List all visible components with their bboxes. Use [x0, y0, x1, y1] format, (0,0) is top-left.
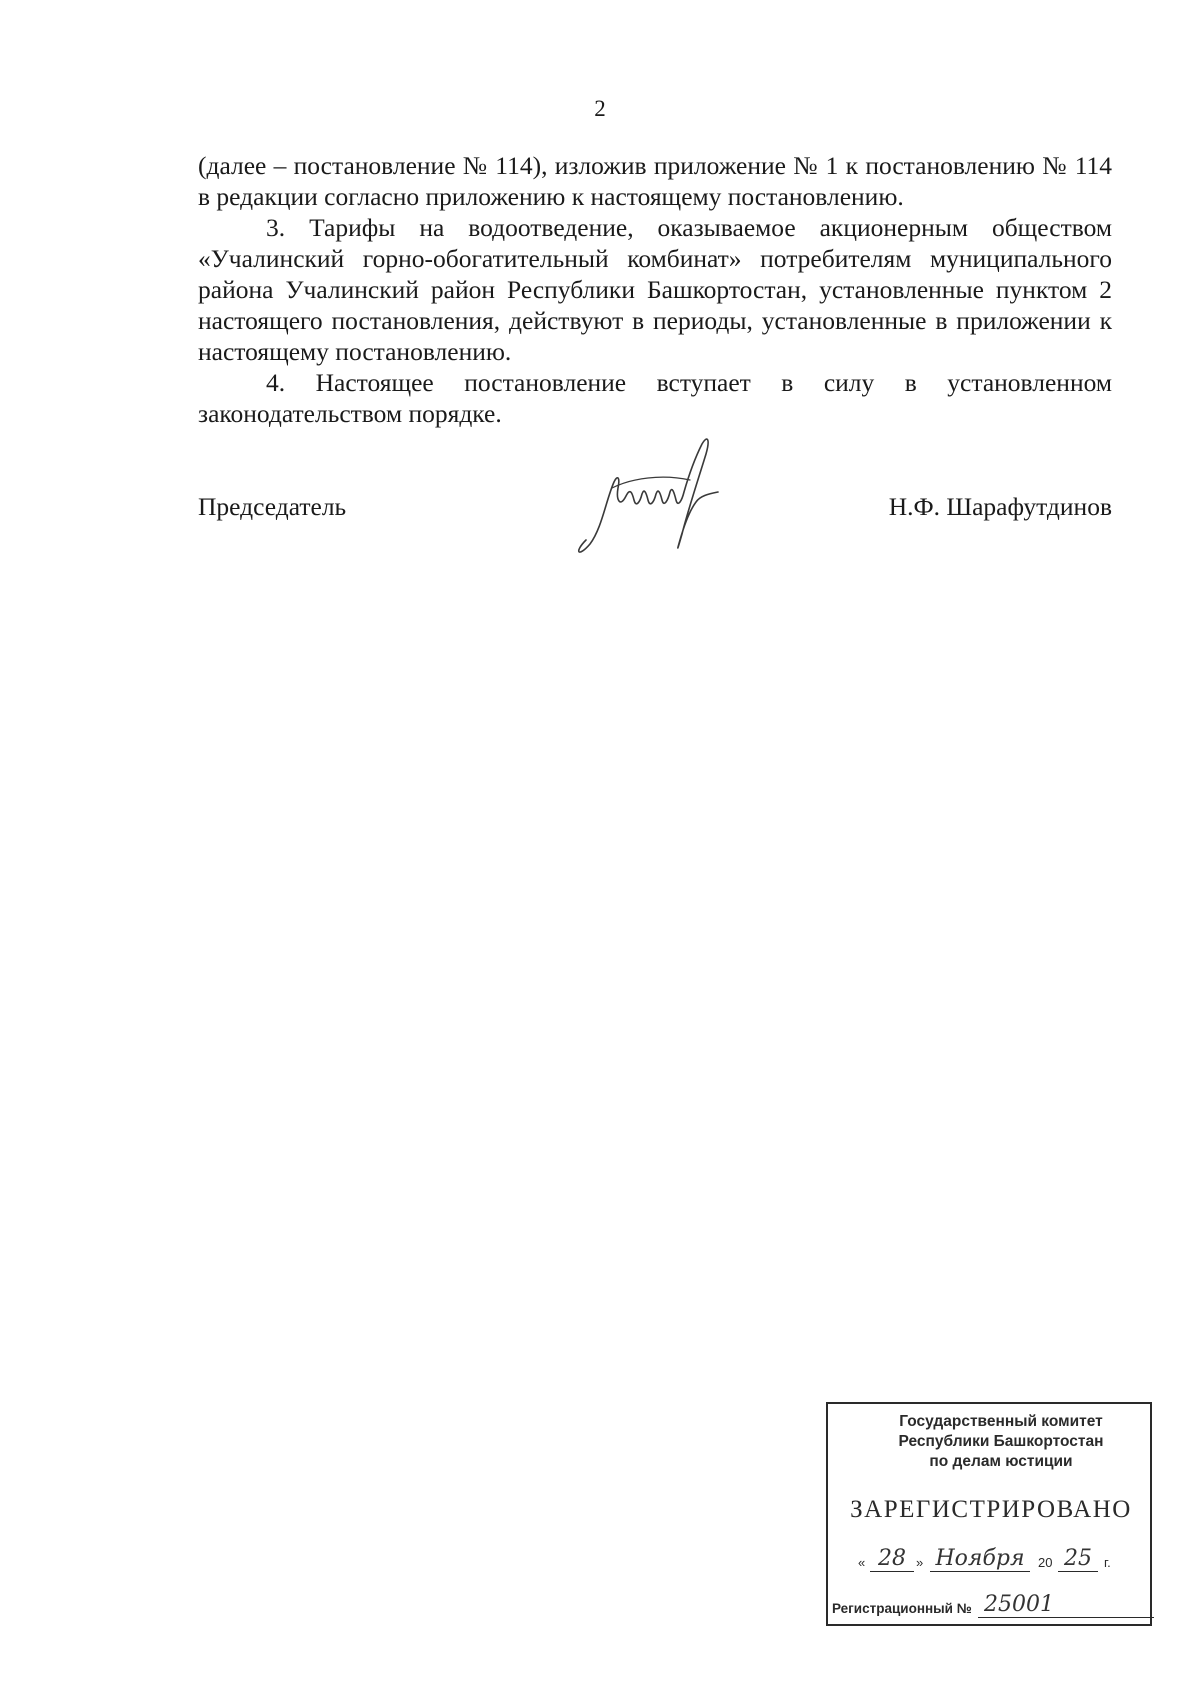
date-day: 28	[870, 1546, 914, 1572]
signatory-name: Н.Ф. Шарафутдинов	[888, 492, 1112, 521]
stamp-status: ЗАРЕГИСТРИРОВАНО	[850, 1496, 1132, 1523]
date-close-quote: »	[916, 1555, 924, 1570]
reg-number-label: Регистрационный №	[832, 1601, 972, 1616]
registration-stamp	[826, 1402, 1152, 1626]
paragraph-item-4: 4. Настоящее постановление вступает в силу в установленном законодательством порядке.	[198, 368, 1112, 428]
date-year-prefix: 20	[1038, 1555, 1053, 1570]
date-year-unit: г.	[1104, 1555, 1111, 1570]
reg-number-value: 25001	[978, 1592, 1154, 1618]
stamp-date	[858, 1542, 1148, 1572]
handwritten-signature	[572, 430, 732, 560]
date-month: Ноября	[930, 1546, 1030, 1572]
signatory-title: Председатель	[198, 492, 347, 521]
stamp-org-line: Государственный комитет	[899, 1413, 1103, 1430]
date-year-suffix: 25	[1058, 1546, 1098, 1572]
stamp-org-line: Республики Башкортостан	[898, 1433, 1104, 1450]
stamp-organization	[848, 1412, 1154, 1472]
date-open-quote: «	[858, 1555, 866, 1570]
paragraph-item-3: 3. Тарифы на водоотведение, оказываемое акционерным обществом «Учалинский горно-обогатительный комбинат» потребителям муниципального района Учалинский район Республики Башкортостан, установленные пунктом 2 настоящего постановления, действуют в периоды, установленные в приложении к настоящему постановлению.	[198, 213, 1112, 366]
stamp-registration-number	[832, 1588, 1148, 1618]
paragraph-continuation: (далее – постановление № 114), изложив приложение № 1 к постановлению № 114 в редакции согласно приложению к настоящему постановлению.	[198, 151, 1112, 211]
page-number: 2	[594, 96, 606, 121]
document-body	[198, 150, 1112, 429]
stamp-org-line: по делам юстиции	[929, 1453, 1073, 1470]
